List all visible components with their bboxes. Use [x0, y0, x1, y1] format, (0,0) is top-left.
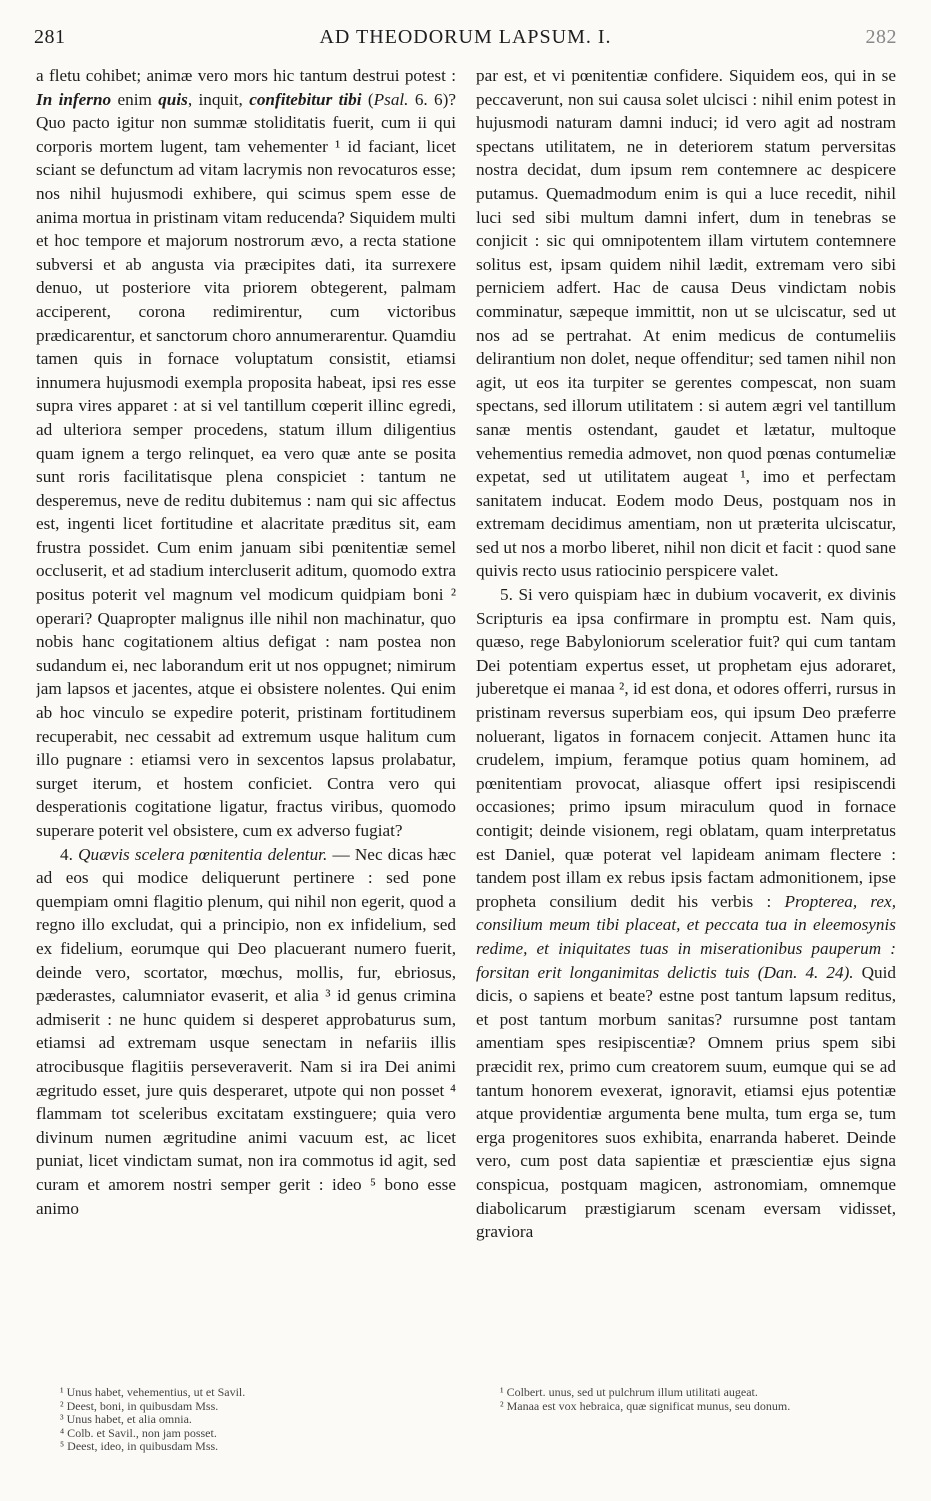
page-number-left: 281: [34, 26, 66, 48]
left-paragraph-1: [36, 64, 456, 843]
footnote: ¹ Colbert. unus, sed ut pulchrum illum utilitati augeat.: [500, 1386, 758, 1399]
scripture-reference: (Dan. 4. 24).: [757, 962, 854, 982]
text-run: enim: [117, 89, 152, 109]
footnote: ² Manaa est vox hebraica, quæ significat munus, seu donum.: [500, 1399, 791, 1413]
running-title: AD THEODORUM LAPSUM. I.: [319, 26, 612, 48]
text-run: Si vero quispiam hæc in dubium vocaverit, ex divinis Scripturis ea ipsa confirmare in promptu est. Nam quis, quæso, rege Babyloniorum sceleratior fuit? qui cum tantam Dei potentiam expertus esset, ut prophetam ejus adoraret, juberetque ei manaa ², id est dona, et odores offerri, rursus in pristinam reversus superbiam eos, qui ipsum Deo præferre noluerant, ligatos in fornacem conjecit. Attamen hunc ita crudelem, impium, feramque potius quam hominem, ad pœnitentiam provocat, aliasque offert ipsi resipiscendi occasiones; primo ipsum miraculum quod in fornace contigit; deinde visionem, regi oblatam, quam interpretatus est Daniel, quæ poterat vel lapideam animam flectere : tandem post illam ex rebus ipsis factam admonitionem, ipse propheta consilium dedit his verbis :: [476, 585, 896, 911]
footnote: ⁵ Deest, ideo, in quibusdam Mss.: [60, 1440, 219, 1454]
text-run: , inquit,: [187, 89, 243, 109]
running-header: [34, 26, 897, 54]
footnote: ¹ Unus habet, vehementius, ut et Savil.: [60, 1386, 246, 1399]
right-paragraph-1: [476, 64, 896, 583]
section-heading: Quævis scelera pœnitentia delentur.: [78, 844, 328, 864]
text-run: par est, et vi pœnitentiæ confidere. Siquidem eos, qui in se peccaverunt, non sui causa solet ulcisci : nihil enim potest in hujusmodi naturam damni induci; id vero agit ad nostram spectans utilitatem, ne in deteriorem statum perversitas nostra decidat, dum ipsum rem contemnere ac despicere putamus. Quemadmodum enim is qui a luce recedit, nihil luci sed sibi multum damni infert, dum in tenebras se conjicit : sic qui omnipotentem illam virtutem contemnere solitus est, ipsam quidem nihil lædit, extremam vero sibi perniciem adfert. Hac de causa Deus vindictam nobis comminatur, sæpeque immittit, non ut se ulciscatur, sed ut nos ad se pertrahat. At enim medicus de contumeliis delirantium non dolet, neque offenditur; sed tamen nihil non agit, ut eos ita turpiter se gerentes compescat, non suam spectans, sed illorum utilitatem : si autem ægri vel tantillum sanæ mentis ostendant, gaudet et lætatur, multoque vehementius remedia admovet, non quod pœnas contumeliæ expetat, sed ut utilitatem augeat ¹, imo et perfectam sanitatem inducat. Eodem modo Deus, postquam nos in extremam decidimus amentiam, non ut præterita ulciscatur, sed ut nos a morbo liberet, nihil non dicit et facit : quod sane quivis recto usus ratiocinio perspicere valet.: [476, 66, 896, 581]
section-5-paragraph: [476, 583, 896, 1244]
right-column: [476, 64, 896, 1333]
text-run: 6. 6)? Quo pacto igitur non summæ stoliditatis fuerit, cum ii qui corporis mortem lugent, tam vehementer ¹ id faciant, licet sciant se defunctum ad vitam lacrymis non revocaturos esse; nos nihil hujusmodi exhibere, qui scimus spem esse de anima mortua in pristinam vitam reducenda? Siquidem multi et hoc tempore et majorum nostrorum ævo, a recta statione subversi et ab angusta via præcipites dati, ita surrexere denuo, ut posteriore vita priorem obtegerent, palmam acciperent, corona redimirentur, cum victoribus prædicarentur, et sanctorum choro annumerarentur. Quamdiu tamen quis in fornace voluptatum consistit, etiamsi innumera hujusmodi exempla proposita habeat, ipsi res esse supra vires apparet : at si vel tantillum cœperit illinc egredi, ad ulteriora semper procedens, statum illum diligentius quam ignem a tergo relinquet, ea vero quæ ante se posita sunt roris facilitatisque plena conspiciet : tantum ne desperemus, neve de reditu dubitemus : nam qui sic affectus est, ingenti licet fortitudine et alacritate præditus sit, eam frustra possidet. Cum enim januam sibi pœnitentiæ semel occluserit, et ad stadium intercluserit aditum, quomodo extra positus poterit vel magnum vel modicum quidpiam boni ² operari? Quapropter malignus ille nihil non machinatur, quo nobis hanc cogitationem altius defigat : nam postea non sudandum ei, nec laborandum erit ut nos oppugnet; nimirum jam lapsos et jacentes, atque ei obsistere nolentes. Qui enim ab hoc vinculo se expedire poterit, pristinam fortitudinem recuperabit, nec cessabit ad extremum usque halitum cum illo pugnare : etiamsi vero in sexcentos lapsus prolabatur, surget iterum, et hostem conficiet. Contra vero qui desperationis cogitatione ligatur, fractus viribus, quomodo superare poterit vel obsistere, cum ex adverso fugiat?: [36, 89, 456, 840]
scripture-quote: In inferno: [36, 89, 112, 109]
footnotes-right: [500, 1386, 900, 1413]
section-number: 5.: [500, 585, 513, 605]
scripture-quote: quis: [158, 89, 188, 109]
scripture-quote: Propterea, rex, consilium meum tibi placeat, et peccata tua in eleemosynis redime, et iniquitates tuas in miserationibus pauperum : forsitan erit longanimitas delictis tuis: [476, 891, 896, 982]
text-run: Quid dicis, o sapiens et beate? estne post tantum lapsum reditus, et post tantum morbum sanitas? rursumne post tantam amentiam spes resipiscentiæ? Omnem prius spem sibi præcidit rex, primo cum creatorem suum, eumque qui se ad tantum honorem evexerat, ignoravit, etiamsi ejus potentiæ atque providentiæ argumenta bene multa, tum erga se, tum erga progenitores suos exhibita, enarranda haberet. Deinde vero, cum post data sapientiæ et præscientiæ ejus signa conspicua, postquam magicen, astronomiam, omnemque diabolicarum præstigiarum scenam eversam vidisset, graviora: [476, 962, 896, 1242]
footnote: ⁴ Colb. et Savil., non jam posset.: [60, 1426, 217, 1440]
scripture-quote: confitebitur tibi: [249, 89, 362, 109]
footnote: ³ Unus habet, et alia omnia.: [60, 1413, 192, 1427]
text-run: (: [367, 89, 374, 109]
footnotes-left: [60, 1386, 460, 1454]
text-run: — Nec dicas hæc ad eos qui modice deliquerunt pertinere : sed pone quempiam omni flagitio plenum, qui nihil non egerit, quod a regno illo excludat, qui a principio, non ex infidelium, sed ex fidelium, eorumque qui Deo placuerant numero fuerit, deinde vero, scortator, mœchus, mollis, fur, ebriosus, pæderastes, calumniator evaserit, et alia ³ id genus crimina admiserit : ne hunc quidem si desperet approbaturus sum, etiamsi ad extremam usque senectam in nefariis illis atrocibusque flagitiis perseveraverit. Nam si ira Dei animi ægritudo esset, jure quis desperaret, utpote qui non posset ⁴ flammam tot sceleribus excitatam exstinguere; quia vero divinum numen ægritudine animi vacuum est, ac licet puniat, licet vindictam sumat, non ira commotus id agit, sed curam et amorem nostri semper gerit : ideo ⁵ bono esse animo: [36, 844, 456, 1218]
section-4-paragraph: [36, 843, 456, 1221]
left-column: [36, 64, 456, 1333]
scripture-reference: Psal.: [373, 89, 409, 109]
footnote: ² Deest, boni, in quibusdam Mss.: [60, 1399, 219, 1413]
section-number: 4.: [60, 844, 73, 864]
text-run: a fletu cohibet; animæ vero mors hic tantum destrui potest :: [36, 66, 456, 85]
page-number-right: 282: [865, 26, 897, 48]
